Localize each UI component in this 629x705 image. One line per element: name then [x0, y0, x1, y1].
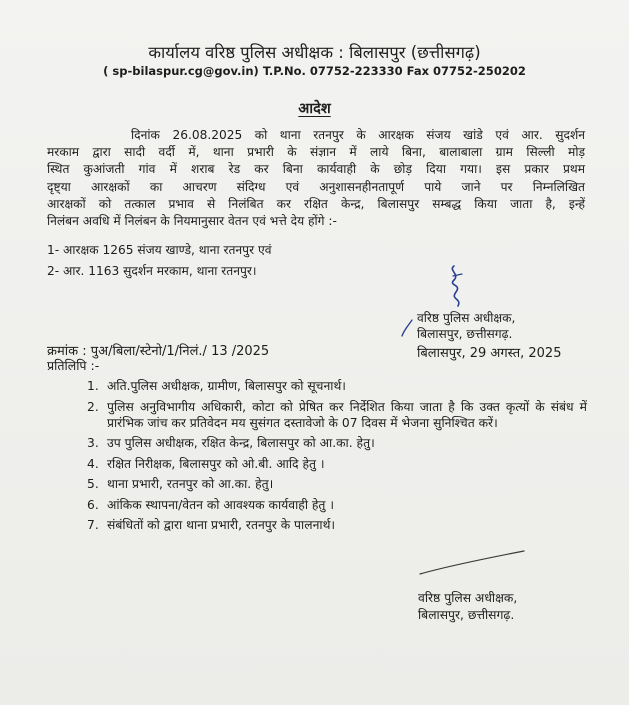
signatory-place: बिलासपुर, छत्तीसगढ़.: [418, 608, 515, 622]
item-number: 7.: [87, 518, 99, 532]
item-number: 3.: [87, 436, 99, 450]
signatory-place: बिलासपुर, छत्तीसगढ़.: [417, 327, 513, 341]
list-item: [87, 517, 587, 533]
paragraph-line: दिनांक 26.08.2025 को थाना रतनपुर के आरक्षक संजय खांडे एवं आर. सुदर्शन: [131, 128, 585, 142]
paragraph-line: आरक्षकों को तत्काल प्रभाव से निलंबित कर रक्षित केन्द्र, बिलासपुर सम्बद्ध किया जाता है, इन्हें: [47, 196, 585, 211]
paragraph-line: दृष्ट्या आरक्षकों का आचरण संदिग्ध एवं अनुशासनहीनतापूर्ण पाये जाने पर निम्नलिखित: [47, 179, 585, 194]
list-item: [87, 476, 587, 492]
item-number: 1.: [87, 379, 99, 393]
order-heading: [0, 98, 629, 118]
item-text: रक्षित निरीक्षक, बिलासपुर को ओ.बी. आदि हेतु ।: [107, 456, 325, 471]
list-item: [87, 435, 587, 451]
office-title: कार्यालय वरिष्ठ पुलिस अधीक्षक : बिलासपुर (छत्तीसगढ़): [148, 43, 481, 62]
accused-item-2: 2- आर. 1163 सुदर्शन मरकाम, थाना रतनपुर।: [47, 264, 257, 278]
item-text: आंकिक स्थापना/वेतन को आवश्यक कार्यवाही हेतु ।: [107, 497, 335, 512]
item-text: पुलिस अनुविभागीय अधिकारी, कोटा को प्रेषित कर निर्देशित किया जाता है कि उक्त कृत्यों के संबंध में प्रारंभिक जांच कर प्रतिवेदन मय सुसंगत दस्तावेजो के 07 दिवस में भेजना सुनिश्चित करें।: [107, 399, 587, 430]
order-heading-text: आदेश: [298, 101, 331, 117]
list-item: [87, 456, 587, 472]
list-item: [87, 399, 587, 431]
item-number: 2.: [87, 399, 99, 414]
list-item: [87, 497, 587, 513]
signatory-designation: वरिष्ठ पुलिस अधीक्षक,: [417, 311, 516, 325]
paragraph-line: निलंबन अवधि में निलंबन के नियमानुसार वेतन एवं भत्ते देय होंगे :-: [47, 214, 337, 229]
item-number: 4.: [87, 456, 99, 471]
paragraph-line: स्थित कुआंजती गांव में शराब रेड कर बिना कार्यवाही के छोड़ दिया गया। इस प्रकार प्रथम: [47, 162, 585, 177]
contact-line: ( sp-bilaspur.cg@gov.in) T.P.No. 07752-223330 Fax 07752-250202: [103, 64, 526, 78]
item-number: 5.: [87, 477, 99, 491]
list-item: [87, 378, 587, 394]
distribution-list: [87, 378, 587, 538]
signature-stroke: [418, 548, 528, 578]
signatory-designation: वरिष्ठ पुलिस अधीक्षक,: [418, 591, 518, 605]
copy-label: प्रतिलिपि :-: [47, 358, 100, 373]
signature-block-1: [417, 310, 561, 362]
reference-number: क्रमांक : पुअ/बिला/स्टेनो/1/निलं./ 13 /2025: [47, 344, 270, 359]
accused-item-1: 1- आरक्षक 1265 संजय खाण्डे, थाना रतनपुर एवं: [47, 243, 272, 257]
signature-block-2: [418, 590, 517, 624]
order-date: बिलासपुर, 29 अगस्त, 2025: [417, 346, 562, 361]
item-text: संबंधितों को द्वारा थाना प्रभारी, रतनपुर के पालनार्थ।: [107, 518, 336, 532]
item-number: 6.: [87, 497, 99, 512]
paragraph-line: मरकाम द्वारा सादी वर्दी में, थाना प्रभारी के संज्ञान में लाये बिना, बालाबाला ग्राम सिल्ली मोड़: [47, 145, 585, 160]
handwritten-tick: [398, 318, 418, 340]
item-text: थाना प्रभारी, रतनपुर को आ.का. हेतु।: [107, 477, 274, 491]
item-text: उप पुलिस अधीक्षक, रक्षित केन्द्र, बिलासपुर को आ.का. हेतु।: [107, 436, 375, 450]
item-text: अति.पुलिस अधीक्षक, ग्रामीण, बिलासपुर को सूचनार्थ।: [107, 379, 346, 393]
order-paragraph: [47, 127, 585, 230]
